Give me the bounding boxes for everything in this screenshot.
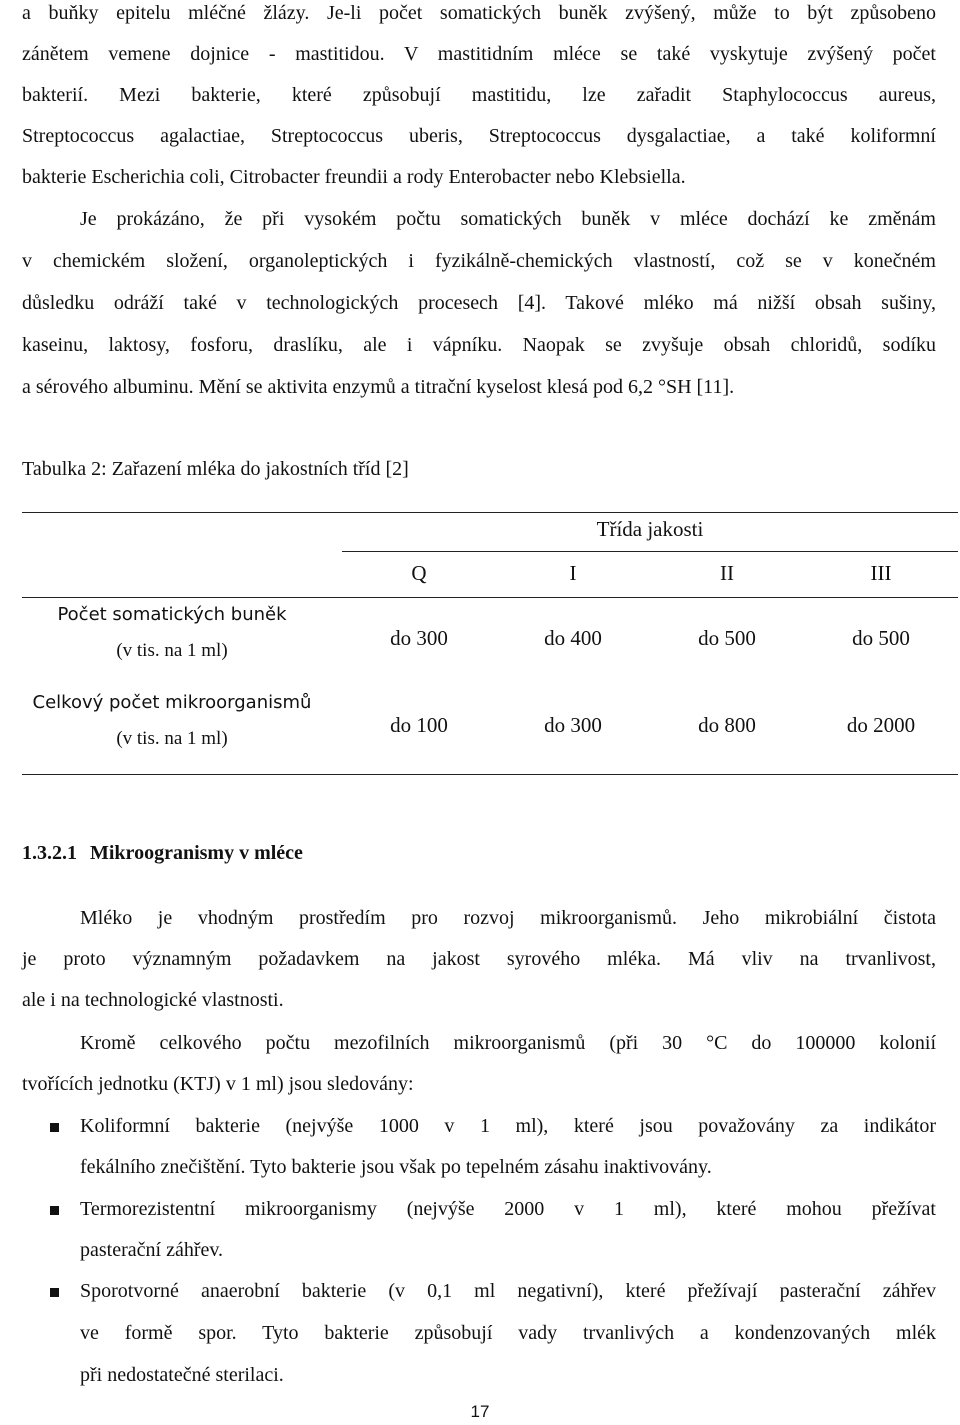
table-top-rule	[22, 512, 958, 513]
section-title: Mikroogranismy v mléce	[90, 842, 303, 864]
text-line: Termorezistentní mikroorganismy (nejvýše 2000 v 1 ml), které mohou přežívat	[80, 1198, 936, 1220]
text-line: ve formě spor. Tyto bakterie způsobují vady trvanlivých a kondenzovaných mlék	[80, 1322, 936, 1344]
table-cell: do 500	[852, 626, 910, 650]
table-caption: Tabulka 2: Zařazení mléka do jakostních tříd [2]	[22, 458, 409, 480]
square-bullet-icon	[50, 1123, 59, 1132]
text-line: a sérového albuminu. Mění se aktivita enzymů a titrační kyselost klesá pod 6,2 °SH [11].	[22, 376, 735, 398]
table-cell: do 300	[390, 626, 448, 650]
text-line: Streptococcus agalactiae, Streptococcus uberis, Streptococcus dysgalactiae, a také koliformní	[22, 125, 936, 147]
section-heading	[22, 842, 303, 865]
table-cell: do 800	[698, 713, 756, 737]
square-bullet-icon	[50, 1288, 59, 1297]
text-line: Kromě celkového počtu mezofilních mikroorganismů (při 30 °C do 100000 kolonií	[80, 1032, 936, 1054]
text-line: Sporotvorné anaerobní bakterie (v 0,1 ml negativní), které přežívají pasterační záhřev	[80, 1280, 936, 1302]
column-header: Q	[411, 561, 427, 585]
group-header: Třída jakosti	[596, 517, 704, 541]
table-cell: do 500	[698, 626, 756, 650]
text-line: je proto významným požadavkem na jakost syrového mléka. Má vliv na trvanlivost,	[22, 948, 936, 970]
text-line: Mléko je vhodným prostředím pro rozvoj mikroorganismů. Jeho mikrobiální čistota	[80, 907, 936, 929]
column-header: II	[720, 561, 734, 585]
table-cell: do 2000	[846, 713, 916, 737]
table-cell: do 100	[390, 713, 448, 737]
text-line: pasterační záhřev.	[80, 1239, 224, 1261]
row-label: Počet somatických buněk	[57, 604, 287, 625]
header-bottom-rule	[22, 597, 958, 598]
text-line: Koliformní bakterie (nejvýše 1000 v 1 ml), které jsou považovány za indikátor	[80, 1115, 936, 1137]
table-cell: do 400	[544, 626, 602, 650]
group-header-rule	[342, 551, 958, 552]
page-number: 17	[470, 1402, 490, 1421]
text-line: kaseinu, laktosy, fosforu, draslíku, ale i vápníku. Naopak se zvyšuje obsah chloridů, sodíku	[22, 334, 936, 356]
text-line: fekálního znečištění. Tyto bakterie jsou však po tepelném zásahu inaktivovány.	[80, 1156, 712, 1178]
text-line: a buňky epitelu mléčné žlázy. Je-li počet somatických buněk zvýšený, může to být způsobeno	[22, 2, 936, 24]
row-label: Celkový počet mikroorganismů	[32, 692, 312, 713]
column-header: III	[870, 561, 892, 585]
column-header: I	[569, 561, 577, 585]
text-line: Je prokázáno, že při vysokém počtu somatických buněk v mléce dochází ke změnám	[80, 208, 936, 230]
text-line: důsledku odráží také v technologických procesech [4]. Takové mléko má nižší obsah sušiny,	[22, 292, 936, 314]
text-line: v chemickém složení, organoleptických i fyzikálně-chemických vlastností, což se v konečném	[22, 250, 936, 272]
row-unit: (v tis. na 1 ml)	[116, 728, 228, 749]
row-unit: (v tis. na 1 ml)	[116, 640, 228, 661]
text-line: bakterií. Mezi bakterie, které způsobují mastitidu, lze zařadit Staphylococcus aureus,	[22, 84, 936, 106]
text-line: při nedostatečné sterilaci.	[80, 1364, 284, 1386]
table-bottom-rule	[22, 774, 958, 775]
text-line: tvořících jednotku (KTJ) v 1 ml) jsou sledovány:	[22, 1073, 414, 1095]
text-line: zánětem vemene dojnice - mastitidou. V mastitidním mléce se také vyskytuje zvýšený počet	[22, 43, 936, 65]
text-line: ale i na technologické vlastnosti.	[22, 989, 284, 1011]
table-cell: do 300	[544, 713, 602, 737]
section-number: 1.3.2.1	[22, 842, 77, 864]
square-bullet-icon	[50, 1206, 59, 1215]
text-line: bakterie Escherichia coli, Citrobacter freundii a rody Enterobacter nebo Klebsiella.	[22, 166, 686, 188]
